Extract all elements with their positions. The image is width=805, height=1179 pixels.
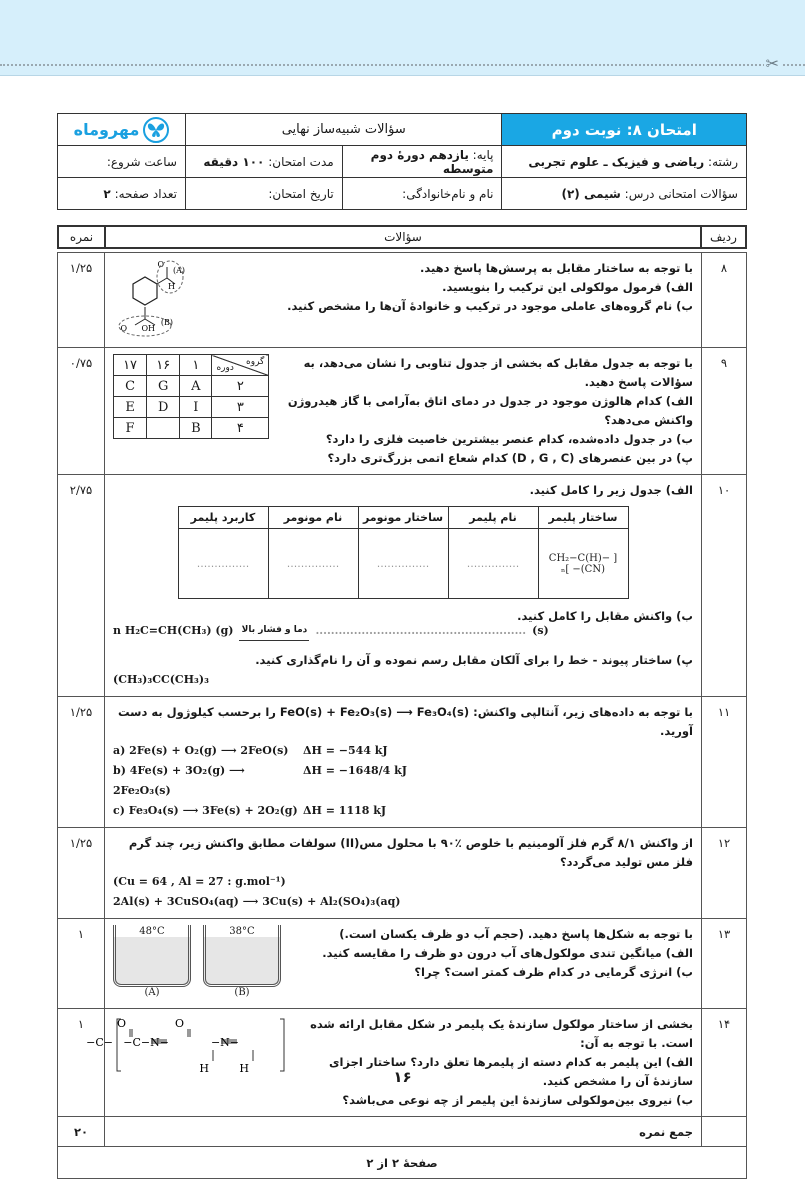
reaction-equation: 2Al(s) + 3CuSO₄(aq) ⟶ 3Cu(s) + Al₂(SO₄)₃(aq) — [113, 895, 401, 908]
svg-text:O: O — [157, 260, 164, 269]
column-headers — [57, 225, 747, 249]
question-score: ۱ — [58, 919, 105, 1009]
question-text: از واکنش ۸/۱ گرم فلز آلومینیم با خلوص ٪۹۰ با محلول مس(II) سولفات مطابق واکنش زیر، چند گرم فلز مس تولید می‌گردد؟ — [128, 836, 693, 869]
svg-text:O: O — [116, 1017, 126, 1030]
question-part-b: ب) نام گروه‌های عاملی موجود در ترکیب و خانوادهٔ آن‌ها را مشخص کنید. — [287, 299, 693, 313]
brand-name: مهروماه — [73, 120, 140, 139]
question-number: ۱۱ — [702, 697, 747, 828]
question-part-c: پ) ساختار پیوند - خط را برای آلکان مقابل رسم نموده و آن را نام‌گذاری کنید. — [255, 653, 693, 667]
page-of-row — [58, 1147, 747, 1179]
col-row: ردیف — [701, 226, 746, 248]
svg-text:(A): (A) — [172, 266, 185, 275]
total-label: جمع نمره — [105, 1117, 702, 1147]
question-part-a: الف) میانگین تندی مولکول‌های آب درون دو ظرف را مقایسه کنید. — [322, 946, 693, 960]
page-of: صفحهٔ ۲ از ۲ — [58, 1147, 747, 1179]
question-text: با توجه به جدول مقابل که بخشی از جدول تناوبی را نشان می‌دهد، به سؤالات پاسخ دهید. — [303, 356, 693, 389]
question-part-b: ب) واکنش مقابل را کامل کنید. — [517, 609, 693, 623]
svg-text:H: H — [168, 282, 175, 291]
svg-text:O: O — [120, 324, 127, 333]
pages-cell: تعداد صفحه: ۲ — [58, 178, 186, 210]
svg-text:H: H — [239, 1062, 249, 1075]
total-row — [58, 1117, 747, 1147]
question-part-b: ب) انرژی گرمایی در کدام ظرف کمتر است؟ چرا؟ — [414, 965, 693, 979]
brand-logo — [58, 114, 186, 146]
question-score: ۱/۲۵ — [58, 253, 105, 348]
reaction: n H₂C=CH(CH₃) (g) دما و فشار بالا ....................................................... (s) — [113, 620, 693, 641]
polymer-structure: [ −CH₂−C(H)(CN)− ]ₙ — [538, 529, 628, 599]
question-text: با توجه به ساختار مقابل به پرسش‌ها پاسخ دهید. — [419, 261, 693, 275]
question-score: ۱/۲۵ — [58, 697, 105, 828]
molar-masses: (Cu = 64 , Al = 27 : g.mol⁻¹) — [113, 875, 286, 888]
question-number: ۱۴ — [702, 1009, 747, 1117]
polyamide-figure — [86, 1015, 288, 1075]
question-number: ۸ — [702, 253, 747, 348]
question-part-c: پ) در بین عنصرهای (D , G , C) کدام شعاع اتمی بزرگ‌تری دارد؟ — [327, 451, 693, 465]
beaker-a: 48°C — [113, 925, 191, 987]
exam-header — [57, 113, 747, 210]
name-cell: نام و نام‌خانوادگی: — [342, 178, 502, 210]
question-part-a: الف) جدول زیر را کامل کنید. — [529, 483, 693, 497]
question-part-a: الف) کدام هالوژن موجود در جدول در دمای اتاق به‌آرامی با گاز هیدروژن واکنش می‌دهد؟ — [287, 394, 693, 427]
exam-title: امتحان ۸: نوبت دوم — [502, 114, 747, 146]
subject-cell: سؤالات امتحانی درس: شیمی (۲) — [502, 178, 747, 210]
question-row-11 — [58, 697, 747, 828]
question-part-a: الف) فرمول مولکولی این ترکیب را بنویسید. — [442, 280, 693, 294]
question-row-10 — [58, 475, 747, 697]
question-row-13 — [58, 919, 747, 1009]
col-questions: سؤالات — [105, 226, 701, 248]
svg-text:O: O — [174, 1017, 184, 1030]
svg-text:OH: OH — [141, 324, 155, 333]
svg-text:H: H — [199, 1062, 209, 1075]
scissors-icon: ✂ — [765, 54, 779, 73]
question-number: ۱۰ — [702, 475, 747, 697]
svg-text:(B): (B) — [160, 318, 173, 327]
question-score: ۲/۷۵ — [58, 475, 105, 697]
question-number: ۱۳ — [702, 919, 747, 1009]
svg-text:−C−N−: −C−N− — [123, 1036, 169, 1049]
question-part-a: الف) این پلیمر به کدام دسته از پلیمرها تعلق دارد؟ ساختار اجزای سازندهٔ آن را مشخص کنید. — [328, 1055, 693, 1088]
total-score: ۲۰ — [58, 1117, 105, 1147]
question-text: با توجه به داده‌های زیر، آنتالپی واکنش: FeO(s) + Fe₂O₃(s) ⟶ Fe₃O₄(s) را برحسب کیلوژول به دست آورید. — [117, 705, 693, 738]
date-cell: تاریخ امتحان: — [185, 178, 342, 210]
molecule-figure — [113, 259, 223, 341]
exam-subtitle: سؤالات شبیه‌ساز نهایی — [185, 114, 502, 146]
question-row-14 — [58, 1009, 747, 1117]
question-row-12 — [58, 828, 747, 919]
svg-text:−C−: −C− — [86, 1036, 113, 1049]
cut-line — [0, 64, 805, 66]
question-score: ۰/۷۵ — [58, 348, 105, 475]
questions-table — [57, 252, 747, 1179]
butterfly-icon — [143, 117, 169, 143]
alkane-formula: (CH₃)₃CC(CH₃)₃ — [113, 673, 209, 686]
field-cell: رشته: ریاضی و فیزیک ـ علوم تجربی — [502, 146, 747, 178]
question-number: ۱۲ — [702, 828, 747, 919]
question-part-b: ب) نیروی بین‌مولکولی سازندهٔ این پلیمر از چه نوعی می‌باشد؟ — [342, 1093, 693, 1107]
col-score: نمره — [58, 226, 105, 248]
beaker-b: 38°C — [203, 925, 281, 987]
question-text: با توجه به شکل‌ها پاسخ دهید. (حجم آب دو ظرف یکسان است.) — [339, 927, 693, 941]
page-number: ۱۶ — [393, 1068, 412, 1086]
question-score: ۱/۲۵ — [58, 828, 105, 919]
question-part-b: ب) در جدول داده‌شده، کدام عنصر بیشترین خاصیت فلزی را دارد؟ — [325, 432, 693, 446]
duration-cell: مدت امتحان: ۱۰۰ دقیقه — [185, 146, 342, 178]
question-row-9 — [58, 348, 747, 475]
question-score: ۱ — [58, 1009, 105, 1117]
periodic-table-excerpt: گروه دوره ۱ ۱۶ ۱۷ ۲ A G C ۳ I D E ۴ B F — [113, 354, 269, 439]
question-row-8 — [58, 253, 747, 348]
polymer-table: ساختار پلیمر نام پلیمر ساختار مونومر نام مونومر کاربرد پلیمر [ −CH₂−C(H)(CN)− ]ₙ ............... ............... ............... ............... — [178, 506, 629, 599]
start-time-cell: ساعت شروع: — [58, 146, 186, 178]
equations: a) 2Fe(s) + O₂(g) ⟶ 2FeO(s) ΔH = −544 kJ b) 4Fe(s) + 3O₂(g) ⟶ 2Fe₂O₃(s) ΔH = −1648/4 kJ c) Fe₃O₄(s) ⟶ 3Fe(s) + 2O₂(g) ΔH = 1118 kJ — [113, 744, 407, 817]
question-number: ۹ — [702, 348, 747, 475]
beakers-figure: 48°C (A) 38°C (B) — [113, 925, 281, 998]
question-text: بخشی از ساختار مولکول سازندهٔ یک پلیمر در شکل مقابل ارائه شده است. با توجه به آن: — [310, 1017, 693, 1050]
svg-text:−N−: −N− — [210, 1036, 239, 1049]
grade-cell: پایه: یازدهم دورهٔ دوم متوسطه — [342, 146, 502, 178]
